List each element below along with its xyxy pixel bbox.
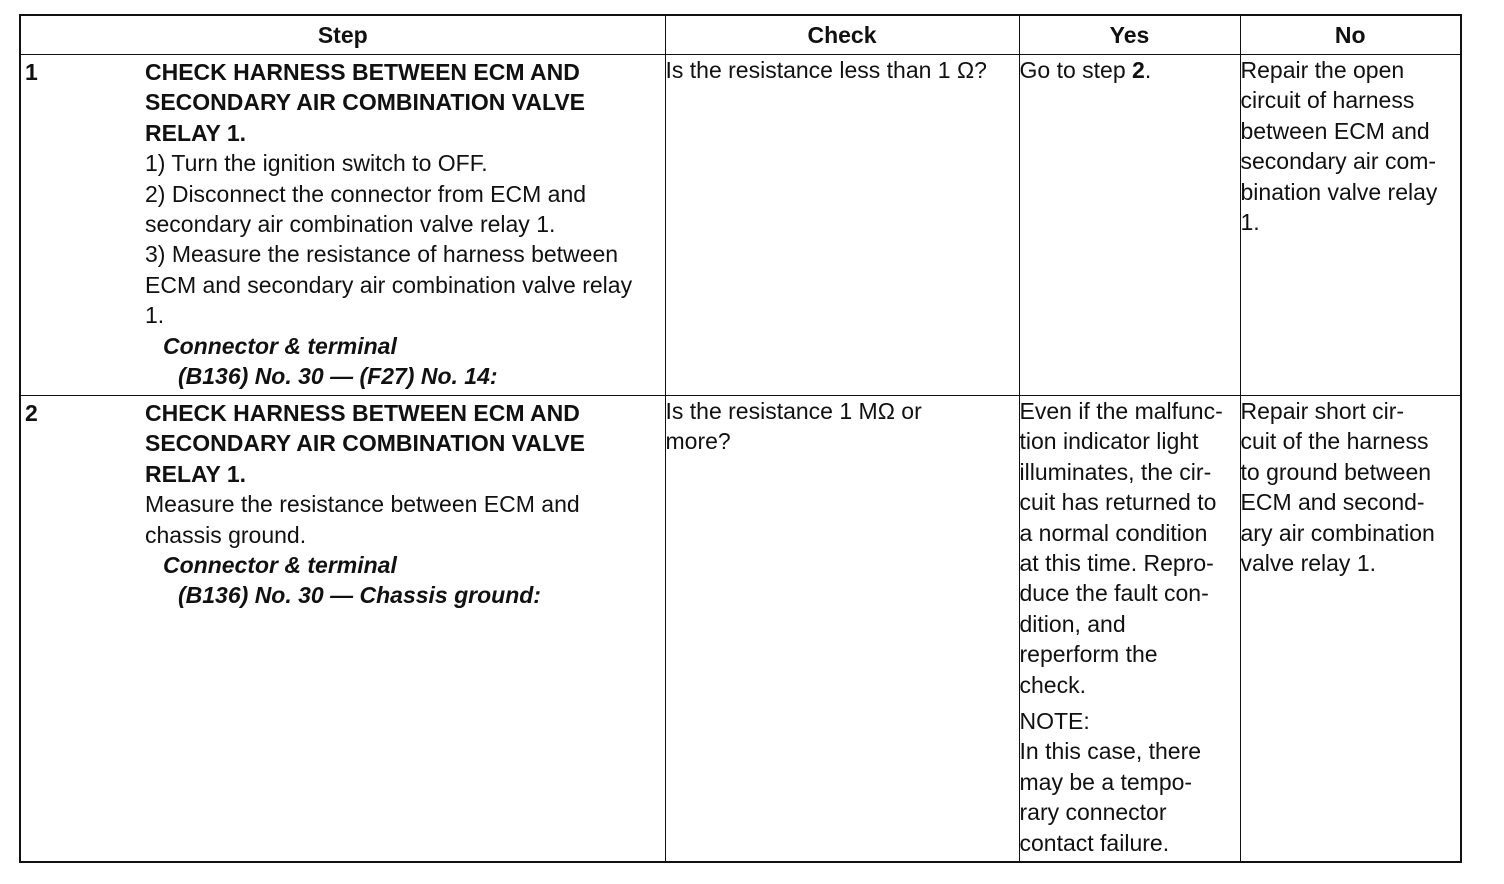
yes-suffix: . <box>1144 57 1152 83</box>
no-line: secondary air com- <box>1240 148 1437 175</box>
step-instruction-line: 2) Disconnect the connector from ECM and <box>145 180 587 207</box>
yes-line: illuminates, the cir- <box>1019 458 1212 485</box>
yes-line: reperform the <box>1019 641 1158 668</box>
step-instruction-line: Measure the resistance between ECM and <box>145 491 580 518</box>
no-line: bination valve relay <box>1240 178 1438 205</box>
note-line: In this case, there <box>1019 738 1202 765</box>
step-title-line: CHECK HARNESS BETWEEN ECM AND <box>145 400 580 426</box>
step-description <box>145 57 659 331</box>
header-row <box>20 15 1461 55</box>
yes-line: duce the fault con- <box>1019 580 1209 607</box>
table-row <box>20 55 1461 396</box>
note-line: contact failure. <box>1019 829 1170 856</box>
yes-line: check. <box>1019 671 1086 698</box>
yes-cell <box>1019 55 1240 396</box>
note-label: NOTE: <box>1019 708 1090 735</box>
step-description <box>145 398 659 550</box>
check-question-line: Is the resistance 1 MΩ or <box>665 398 922 424</box>
no-line: circuit of harness <box>1240 87 1415 114</box>
diagnostic-table <box>19 14 1462 863</box>
step-instruction-line: 1) Turn the ignition switch to OFF. <box>145 150 488 177</box>
note-block <box>1020 706 1240 858</box>
step-instruction-line: chassis ground. <box>145 521 307 548</box>
step-title-line: SECONDARY AIR COMBINATION VALVE <box>145 89 585 116</box>
no-cell <box>1240 55 1461 396</box>
step-title-line: SECONDARY AIR COMBINATION VALVE <box>145 430 585 457</box>
no-line: cuit of the harness <box>1240 428 1429 455</box>
header-yes: Yes <box>1019 15 1240 55</box>
step-title-line: CHECK HARNESS BETWEEN ECM AND <box>145 59 580 85</box>
header-check: Check <box>665 15 1019 55</box>
connector-terminal: (B136) No. 30 — (F27) No. 14: <box>178 363 498 390</box>
step-instruction-line: secondary air combination valve relay 1. <box>145 211 556 238</box>
yes-line: at this time. Repro- <box>1019 550 1214 577</box>
table-row <box>20 396 1461 863</box>
yes-cell <box>1019 396 1240 863</box>
no-line: Repair short cir- <box>1240 398 1405 424</box>
no-cell <box>1240 396 1461 863</box>
check-question: Is the resistance less than 1 Ω? <box>665 57 987 83</box>
no-line: between ECM and <box>1240 117 1430 144</box>
step-cell <box>20 396 665 863</box>
step-instruction-line: 1. <box>145 302 165 329</box>
no-line: 1. <box>1240 209 1260 236</box>
no-line: ary air combination <box>1240 519 1435 546</box>
check-question-line: more? <box>665 428 731 455</box>
step-reference: 2 <box>1132 57 1145 83</box>
no-line: ECM and second- <box>1240 489 1425 516</box>
check-cell <box>665 55 1019 396</box>
step-number: 1 <box>25 59 38 85</box>
yes-line: Even if the malfunc- <box>1019 398 1223 424</box>
yes-line: dition, and <box>1019 610 1126 637</box>
note-line: may be a tempo- <box>1019 768 1193 795</box>
step-title-line: RELAY 1. <box>145 119 246 146</box>
step-title-line: RELAY 1. <box>145 460 246 487</box>
no-line: valve relay 1. <box>1240 550 1377 577</box>
no-line: to ground between <box>1240 458 1432 485</box>
step-instruction-line: ECM and secondary air combination valve relay <box>145 271 633 298</box>
connector-terminal: (B136) No. 30 — Chassis ground: <box>178 582 541 609</box>
check-cell <box>665 396 1019 863</box>
step-title <box>145 398 659 489</box>
yes-text: Go to step <box>1019 57 1133 83</box>
yes-line: tion indicator light <box>1019 428 1199 455</box>
note-line: rary connector <box>1019 799 1167 826</box>
header-no: No <box>1240 15 1461 55</box>
step-title <box>145 57 659 148</box>
step-instruction-line: 3) Measure the resistance of harness between <box>145 241 619 268</box>
connector-label: Connector & terminal <box>163 332 397 359</box>
connector-label: Connector & terminal <box>163 552 397 579</box>
step-cell <box>20 55 665 396</box>
no-line: Repair the open <box>1240 57 1405 83</box>
yes-line: cuit has returned to <box>1019 489 1217 516</box>
yes-line: a normal condition <box>1019 519 1208 546</box>
header-step: Step <box>20 15 665 55</box>
step-number: 2 <box>25 400 38 426</box>
